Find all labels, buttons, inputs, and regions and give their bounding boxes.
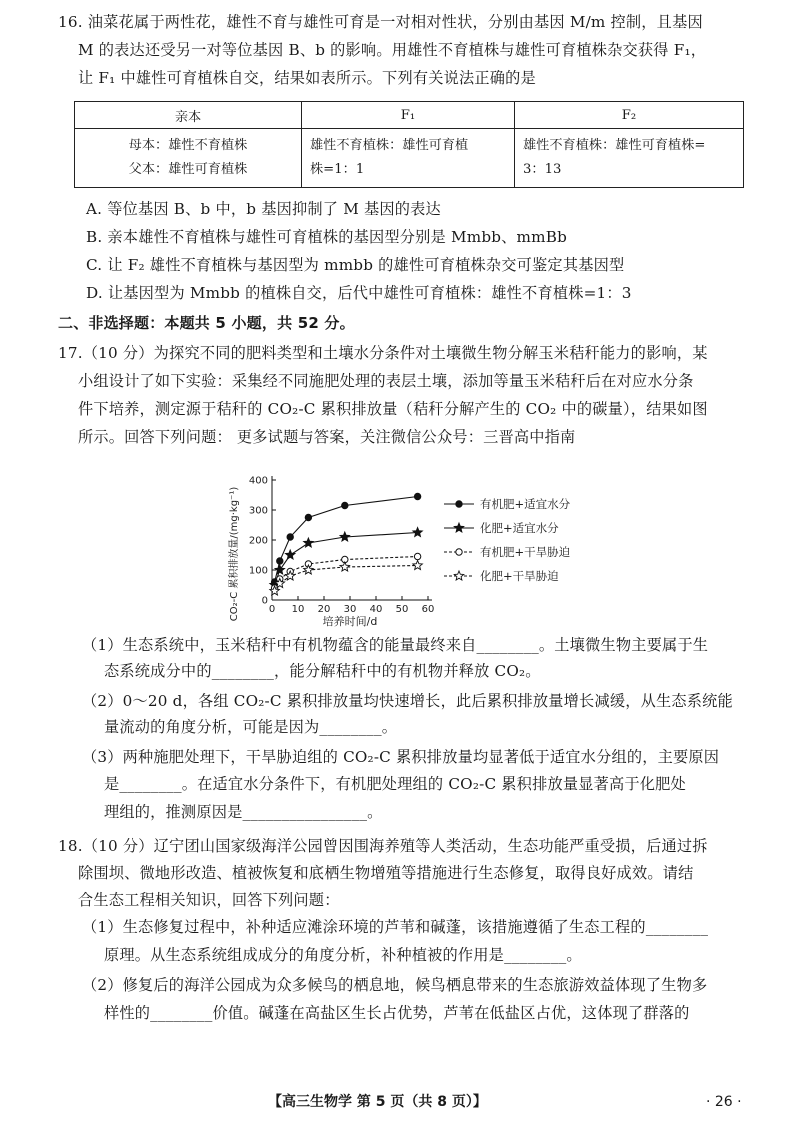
data-point [414,493,420,499]
cell-parent-line-2: 父本：雄性可育植株 [128,162,248,177]
q16-line-2: M 的表达还受另一对等位基因 B、b 的影响。用雄性不育植株与雄性可育植株杂交获得 F₁， [78,41,707,59]
q16-table [74,101,744,188]
q17-sub-line-2: 态系统成分中的________，能分解秸秆中的有机物并释放 CO₂。 [104,662,541,680]
data-point [456,549,462,555]
q17-sub-line-1: （1）生态系统中，玉米秸秆中有机物蕴含的能量最终来自________。土壤微生物主要属于生 [82,636,709,654]
q16-option-b: B. 亲本雄性不育植株与雄性可育植株的基因型分别是 Mmbb、mmBb [86,228,568,246]
q16-option-c: C. 让 F₂ 雄性不育植株与基因型为 mmbb 的雄性可育植株杂交可鉴定其基因型 [86,256,625,274]
q18-sub-line-4: 样性的________价值。碱蓬在高盐区生长占优势，芦苇在低盐区占优，这体现了群落的 [104,1004,690,1022]
data-point [454,571,464,580]
q18-line-1: 18.（10 分）辽宁团山国家级海洋公园曾因围海养殖等人类活动，生态功能严重受损，后通过拆 [58,837,708,855]
q18-sub-line-1: （1）生态修复过程中，补种适应滩涂环境的芦苇和碱蓬，该措施遵循了生态工程的________ [82,918,709,936]
q18-sub-line-2: 原理。从生态系统组成成分的角度分析，补种植被的作用是________。 [104,946,582,964]
x-tick-label: 40 [369,604,383,615]
cell-parent-line-1: 母本：雄性不育植株 [128,138,248,153]
cell-parent [75,129,302,188]
q16-line-3: 让 F₁ 中雄性可育植株自交，结果如表所示。下列有关说法正确的是 [78,69,536,87]
data-point [287,534,293,540]
y-tick-label: 0 [261,595,268,607]
data-point [340,532,350,541]
data-point [413,561,423,570]
y-tick-label: 400 [248,475,268,487]
x-tick-label: 10 [291,604,305,615]
legend-label: 有机肥+干旱胁迫 [480,545,571,559]
q17-line-1: 17.（10 分）为探究不同的肥料类型和土壤水分条件对土壤微生物分解玉米秸秆能力的影响，某 [58,344,708,362]
x-tick-label: 20 [317,604,331,615]
y-tick-label: 100 [248,565,268,577]
q17-line-2: 小组设计了如下实验：采集经不同施肥处理的表层土壤，添加等量玉米秸秆后在对应水分条 [78,372,694,390]
y-tick-label: 200 [248,535,268,547]
q17-sub-line-4: 量流动的角度分析，可能是因为________。 [104,718,398,736]
header-f1: F₁ [302,102,515,129]
cell-f2-line-2: 3：13 [523,162,562,177]
legend-label: 化肥+干旱胁迫 [480,569,559,583]
cell-f2 [515,129,744,188]
q18-sub-line-3: （2）修复后的海洋公园成为众多候鸟的栖息地，候鸟栖息带来的生态旅游效益体现了生物多 [82,976,708,994]
q16-line-1: 16. 油菜花属于两性花，雄性不育与雄性可育是一对相对性状，分别由基因 M/m 控制，且基因 [58,13,703,31]
data-point [304,565,314,574]
q17-line-4: 所示。回答下列问题： 更多试题与答案，关注微信公众号：三晋高中指南 [78,428,576,446]
data-point [277,558,283,564]
header-parent: 亲本 [75,102,302,129]
data-point [340,562,350,571]
table-header-row [75,102,744,129]
header-f2: F₂ [515,102,744,129]
x-tick-label: 0 [268,604,276,615]
data-point [285,550,295,559]
x-tick-label: 50 [395,604,409,615]
q16-option-a: A. 等位基因 B、b 中，b 基因抑制了 M 基因的表达 [86,200,441,218]
q18-line-3: 合生态工程相关知识，回答下列问题： [78,891,340,909]
data-point [456,501,462,507]
data-point [413,528,423,537]
y-axis-label: CO₂-C 累积排放量/(mg·kg⁻¹) [229,486,240,622]
q17-sub-line-7: 理组的，推测原因是________________。 [104,803,383,821]
data-point [414,553,420,559]
footer-page-info: 【高三生物学 第 5 页（共 8 页）】 [268,1094,487,1110]
cell-f1-line-1: 雄性不育植株：雄性可育植 [310,138,469,153]
chart-legend [444,497,571,583]
table-row [75,129,744,188]
cell-f1-line-2: 株=1：1 [310,162,365,177]
q17-sub-line-6: 是________。在适宜水分条件下，有机肥处理组的 CO₂-C 累积排放量显著高于化肥处 [104,775,686,793]
q16-option-d: D. 让基因型为 Mmbb 的植株自交，后代中雄性可育植株：雄性不育植株=1：3 [86,284,632,302]
legend-label: 有机肥+适宜水分 [480,497,571,511]
footer-page-number: · 26 · [706,1094,742,1110]
chart-plot-area [249,476,434,616]
legend-label: 化肥+适宜水分 [480,521,559,535]
co2-chart [222,462,592,632]
q17-sub-line-5: （3）两种施肥处理下，干旱胁迫组的 CO₂-C 累积排放量均显著低于适宜水分组的，主要原因 [82,748,720,766]
y-tick-label: 300 [248,505,268,517]
cell-f1 [302,129,515,188]
data-point [454,523,464,532]
q18-line-2: 除围坝、微地形改造、植被恢复和底栖生物增殖等措施进行生态修复，取得良好成效。请结 [78,864,694,882]
section-title: 二、非选择题：本题共 5 小题，共 52 分。 [58,314,355,332]
cell-f2-line-1: 雄性不育植株：雄性可育植株= [523,138,706,153]
q17-line-3: 件下培养，测定源于秸秆的 CO₂-C 累积排放量（秸秆分解产生的 CO₂ 中的碳量），结果如图 [78,400,708,418]
x-tick-label: 60 [421,604,435,615]
x-axis-label: 培养时间/d [322,615,378,628]
data-point [342,502,348,508]
page-footer [0,1089,800,1115]
x-tick-label: 30 [343,604,357,615]
q17-sub-line-3: （2）0～20 d，各组 CO₂-C 累积排放量均快速增长，此后累积排放量增长减缓，从生态系统能 [82,692,733,710]
data-point [305,514,311,520]
